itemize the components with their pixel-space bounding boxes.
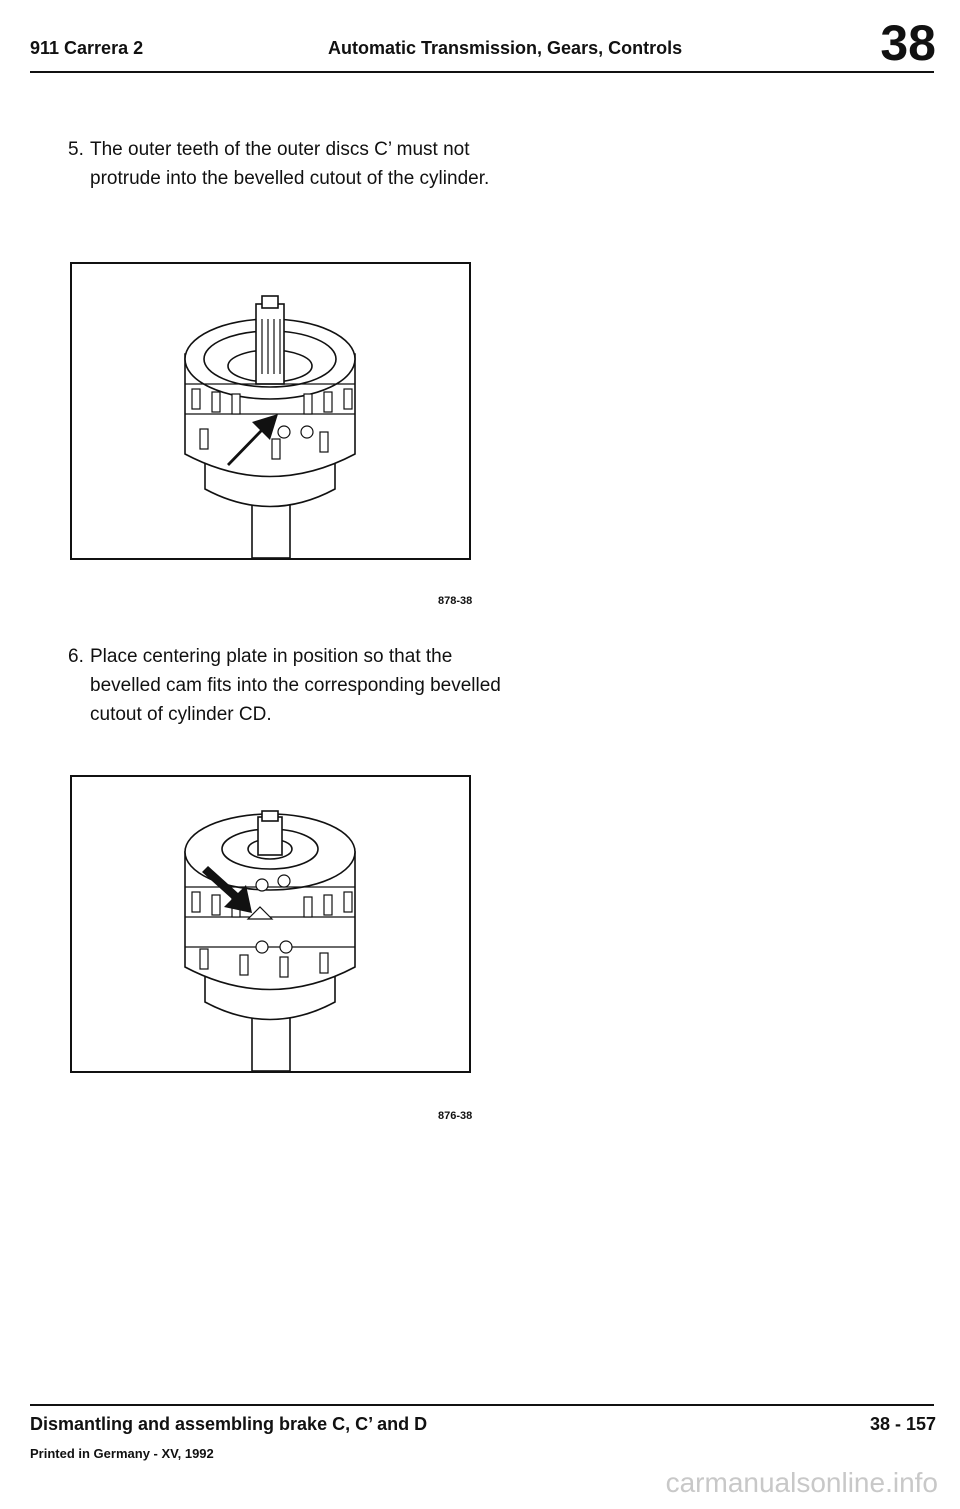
footer-rule — [30, 1404, 934, 1406]
figure-876-38 — [70, 775, 471, 1073]
footer-section-title: Dismantling and assembling brake C, C’ and D — [30, 1414, 428, 1434]
step-text: The outer teeth of the outer discs C’ must not protrude into the bevelled cutout of the cylinder. — [90, 139, 490, 189]
watermark: carmanualsonline.info — [665, 1467, 938, 1498]
figure-ref: 876-38 — [438, 1110, 473, 1122]
figure-ref: 878-38 — [438, 595, 473, 607]
header-rule — [30, 71, 934, 73]
header-title: Automatic Transmission, Gears, Controls — [328, 38, 683, 58]
shaft-tip — [262, 811, 278, 821]
drum-illustration — [72, 777, 469, 1071]
step-5 — [68, 135, 510, 193]
group-number: 38 — [880, 15, 936, 71]
figure-878-38 — [70, 262, 471, 560]
shaft-tip — [262, 296, 278, 308]
spline-shaft — [258, 817, 282, 855]
step-6 — [68, 642, 510, 729]
step-number: 6. — [68, 646, 84, 667]
page-number: 38 - 157 — [869, 1414, 936, 1434]
step-text: Place centering plate in position so that the bevelled cam fits into the corresponding bevelled cutout of cylinder CD. — [90, 646, 501, 725]
print-info: Printed in Germany - XV, 1992 — [30, 1446, 214, 1461]
header-model: 911 Carrera 2 — [30, 38, 144, 58]
step-number: 5. — [68, 139, 84, 160]
drum-illustration — [72, 264, 469, 558]
